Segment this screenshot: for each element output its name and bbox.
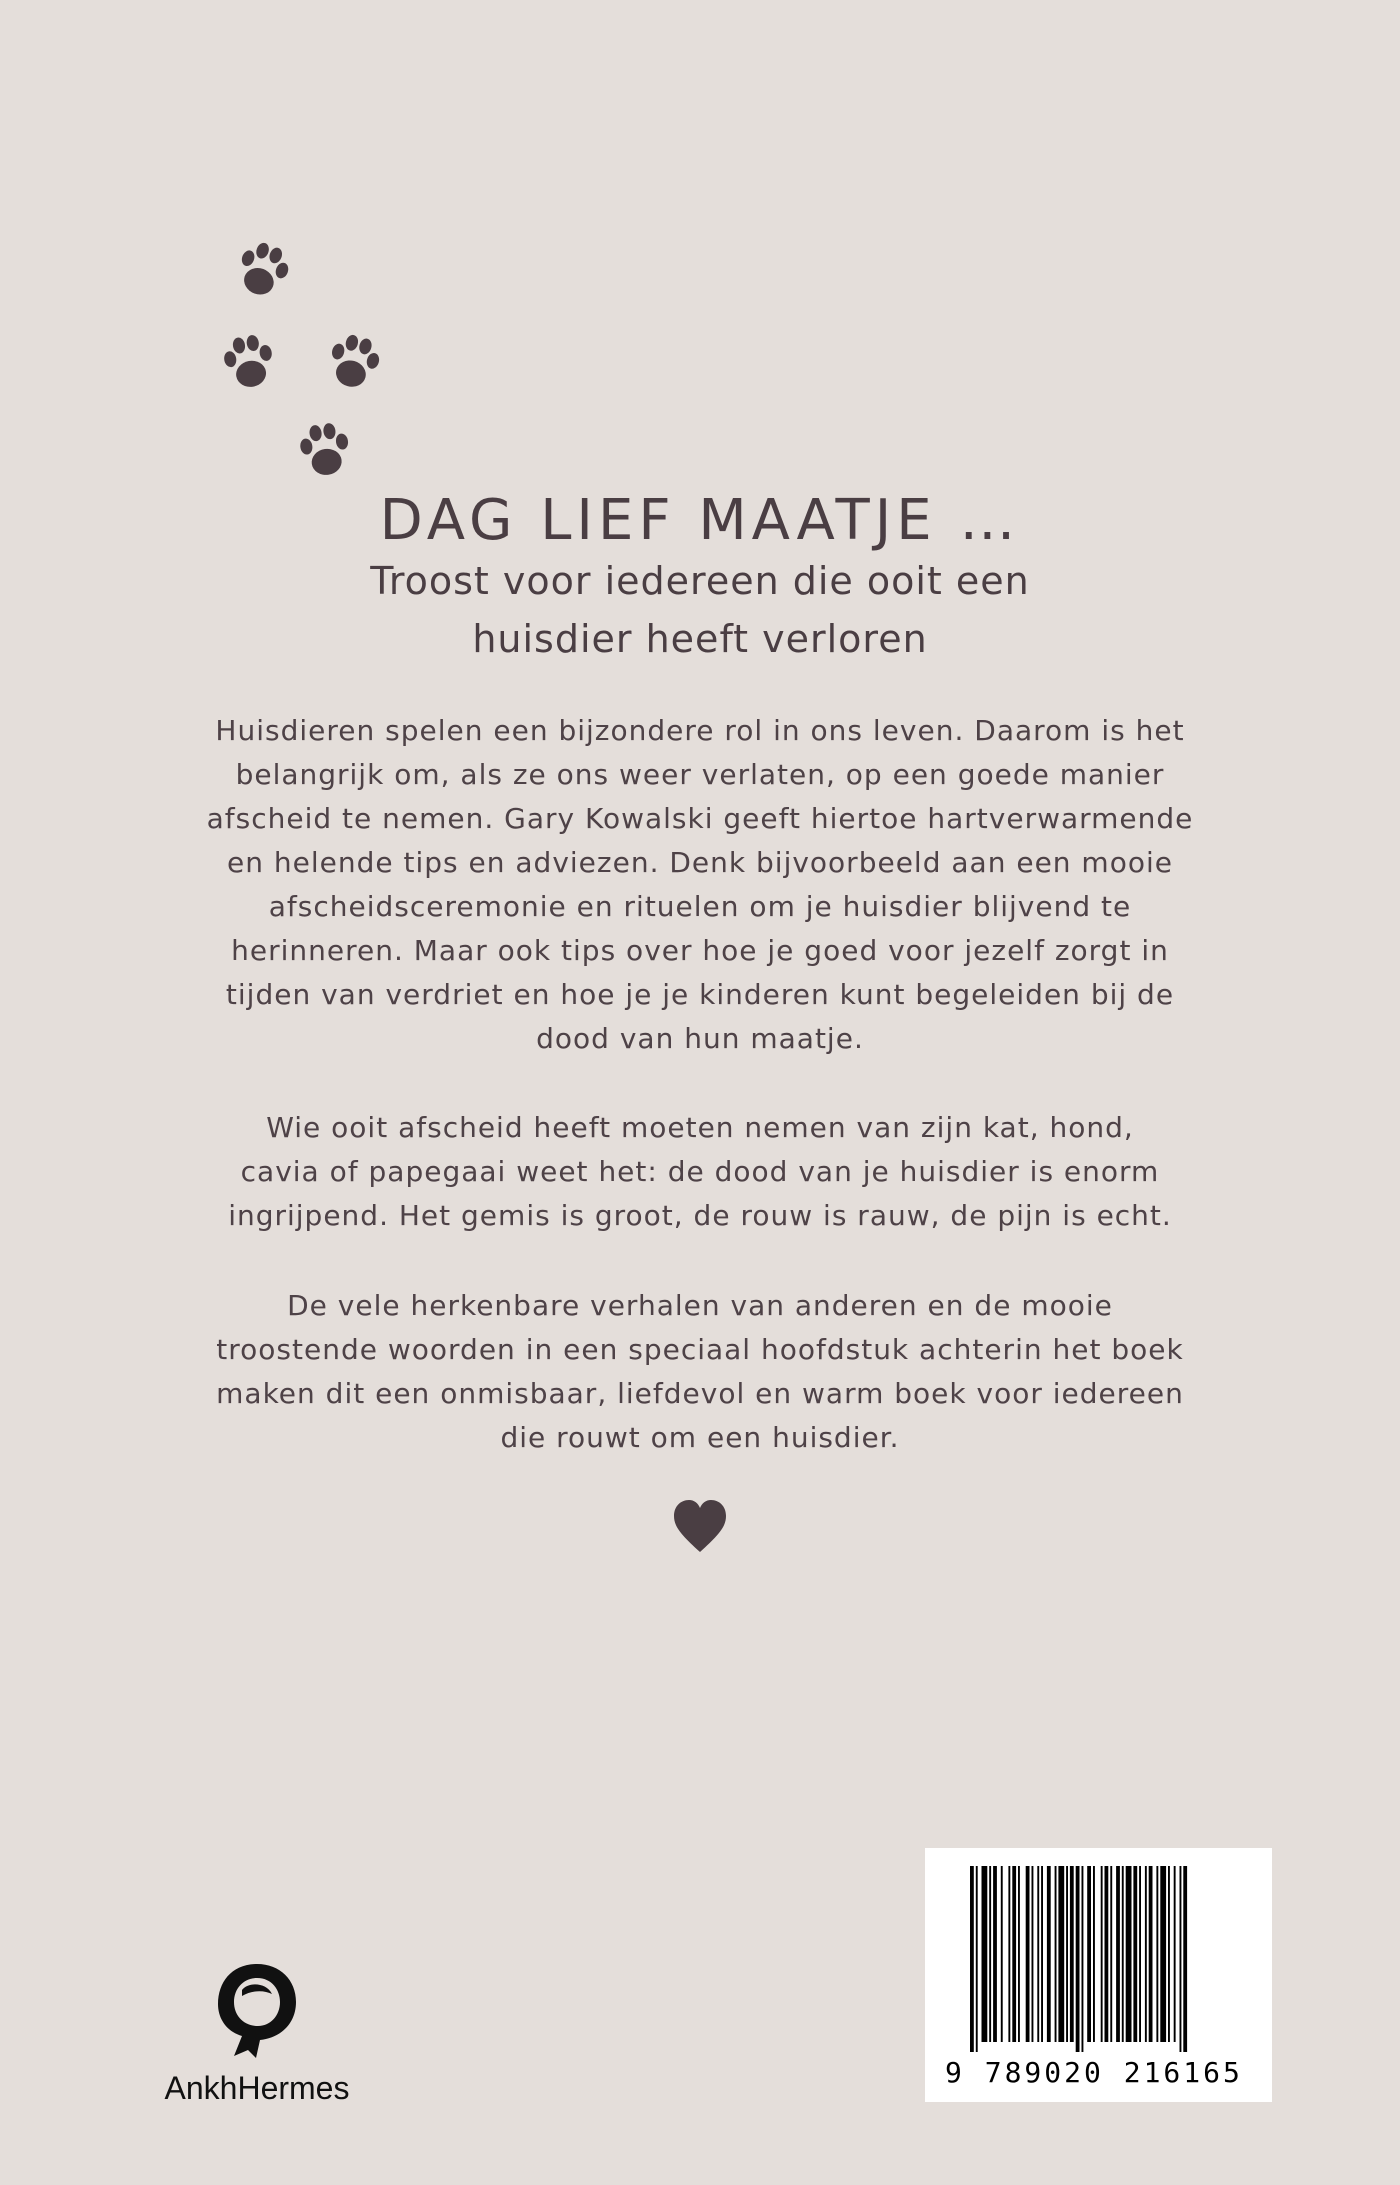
paw-print-icon	[324, 331, 384, 393]
subtitle-line: huisdier heeft verloren	[472, 617, 928, 661]
barcode-bar	[1032, 1866, 1034, 2042]
blurb-line: belangrijk om, als ze ons weer verlaten, op een goede manier	[235, 758, 1165, 791]
barcode-bar	[970, 1866, 974, 2052]
barcode-bar	[1133, 1866, 1137, 2042]
blurb-paragraph-3	[170, 1284, 1230, 1460]
barcode-bar	[1101, 1866, 1103, 2042]
barcode-bar	[1160, 1866, 1166, 2042]
barcode-bar	[1058, 1866, 1064, 2042]
book-subtitle	[0, 552, 1400, 668]
barcode-bar	[1082, 1866, 1084, 2052]
publisher-logo-icon	[212, 1960, 302, 2060]
barcode-bar	[1070, 1866, 1074, 2042]
blurb-line: troostende woorden in een speciaal hoofdstuk achterin het boek	[216, 1333, 1184, 1366]
barcode-bar	[993, 1866, 997, 2042]
blurb-paragraph-2	[170, 1106, 1230, 1238]
barcode-bar	[976, 1866, 978, 2052]
barcode-bar	[1145, 1866, 1147, 2042]
barcode-bar	[1008, 1866, 1010, 2042]
barcode-bar	[1149, 1866, 1153, 2042]
barcode-bar	[1037, 1866, 1039, 2042]
publisher-name: AnkhHermes	[164, 2070, 350, 2106]
barcode-bar	[1110, 1866, 1112, 2042]
paw-prints	[0, 0, 1400, 520]
paw-print-icon	[232, 237, 295, 301]
blurb-line: tijden van verdriet en hoe je je kinderen kunt begeleiden bij de	[225, 978, 1175, 1011]
barcode-bar	[1001, 1866, 1003, 2042]
blurb-line: Huisdieren spelen een bijzondere rol in ons leven. Daarom is het	[215, 714, 1185, 747]
barcode-bar	[1012, 1866, 1016, 2042]
barcode-bar	[1122, 1866, 1124, 2042]
barcode-bar	[1076, 1866, 1080, 2052]
blurb-line: Wie ooit afscheid heeft moeten nemen van zijn kat, hond,	[266, 1111, 1134, 1144]
blurb-line: dood van hun maatje.	[536, 1022, 864, 1055]
barcode-bar	[1055, 1866, 1057, 2042]
blurb-line: afscheid te nemen. Gary Kowalski geeft hiertoe hartverwarmende	[206, 802, 1194, 835]
barcode-bars	[970, 1866, 1262, 2052]
blurb-line: cavia of papegaai weet het: de dood van je huisdier is enorm	[240, 1155, 1160, 1188]
blurb-line: en helende tips en adviezen. Denk bijvoorbeeld aan een mooie	[227, 846, 1173, 879]
barcode-bar	[1156, 1866, 1158, 2042]
barcode-bar	[1126, 1866, 1132, 2042]
barcode-bar	[1093, 1866, 1095, 2042]
barcode-bar	[982, 1866, 988, 2042]
publisher-logo	[152, 1960, 362, 2110]
blurb-line: die rouwt om een huisdier.	[500, 1421, 900, 1454]
barcode-bar	[1168, 1866, 1170, 2042]
barcode-bar	[1105, 1866, 1109, 2042]
paw-print-icon	[298, 421, 353, 478]
barcode-bar	[1180, 1866, 1182, 2052]
blurb-line: afscheidsceremonie en rituelen om je huisdier blijvend te	[268, 890, 1132, 923]
barcode-bar	[1183, 1866, 1187, 2052]
isbn-barcode	[925, 1848, 1272, 2102]
blurb-line: herinneren. Maar ook tips over hoe je goed voor jezelf zorgt in	[231, 934, 1169, 967]
heart-icon	[670, 1496, 730, 1556]
barcode-bar	[1066, 1866, 1068, 2042]
blurb-line: ingrijpend. Het gemis is groot, de rouw is rauw, de pijn is echt.	[228, 1199, 1172, 1232]
blurb-paragraph-1	[170, 709, 1230, 1061]
subtitle-line: Troost voor iedereen die ooit een	[370, 559, 1030, 603]
barcode-bar	[1026, 1866, 1030, 2042]
barcode-bar	[1047, 1866, 1051, 2042]
barcode-bar	[1174, 1866, 1176, 2042]
blurb-line: De vele herkenbare verhalen van anderen en de mooie	[287, 1289, 1113, 1322]
barcode-bar	[1087, 1866, 1091, 2042]
blurb-line: maken dit een onmisbaar, liefdevol en warm boek voor iedereen	[216, 1377, 1184, 1410]
isbn-number: 9 789020 216165	[945, 2056, 1243, 2089]
barcode-bar	[1139, 1866, 1141, 2042]
barcode-bar	[989, 1866, 991, 2042]
book-title: DAG LIEF MAATJE …	[379, 488, 1021, 553]
barcode-bar	[1018, 1866, 1020, 2042]
barcode-bar	[1116, 1866, 1120, 2042]
barcode-bar	[1041, 1866, 1043, 2042]
paw-print-icon	[221, 332, 277, 391]
